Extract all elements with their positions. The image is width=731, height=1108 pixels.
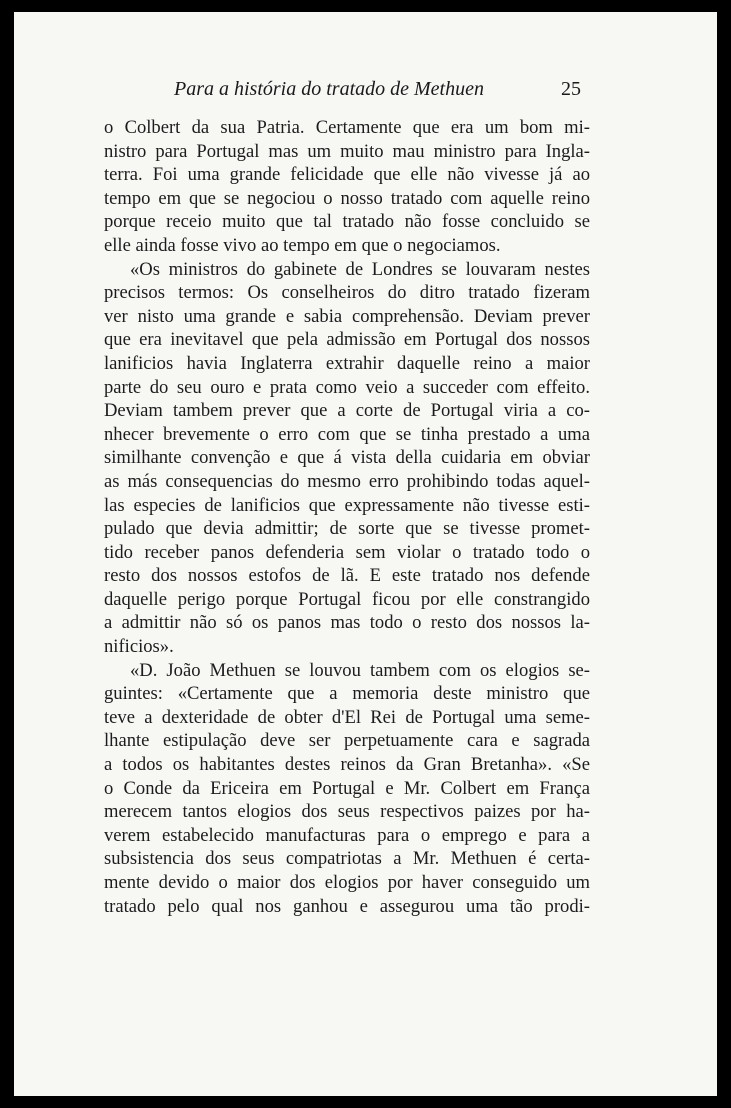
text-line: elle ainda fosse vivo ao tempo em que o negociamos. xyxy=(104,234,501,256)
text-line: terra. Foi uma grande felicidade que elle não vivesse já ao xyxy=(104,164,590,186)
page-header xyxy=(14,78,717,106)
text-line: as más consequencias do mesmo erro prohibindo todas aquel- xyxy=(104,470,590,492)
text-line: guintes: «Certamente que a memoria deste ministro que xyxy=(104,683,590,705)
text-line: similhante convenção e que á vista della cuidaria em obviar xyxy=(104,447,590,469)
book-page xyxy=(14,12,717,1096)
text-line: teve a dexteridade de obter d'El Rei de Portugal uma seme- xyxy=(104,706,590,728)
text-line: tido receber panos defenderia sem violar o tratado todo o xyxy=(104,541,590,563)
page-number: 25 xyxy=(561,78,581,100)
text-line: «D. João Methuen se louvou tambem com os elogios se- xyxy=(130,659,590,681)
text-line: nificios». xyxy=(104,636,174,658)
text-line: daquelle perigo porque Portugal ficou por elle constrangido xyxy=(104,588,590,610)
text-line: nhecer brevemente o erro com que se tinha prestado a uma xyxy=(104,423,590,445)
text-line: tempo em que se negociou o nosso tratado com aquelle reino xyxy=(104,187,590,209)
text-line: «Os ministros do gabinete de Londres se louvaram nestes xyxy=(130,258,590,280)
text-line: verem estabelecido manufacturas para o emprego e para a xyxy=(104,824,590,846)
text-line: o Conde da Ericeira em Portugal e Mr. Colbert em França xyxy=(104,777,590,799)
text-line: porque receio muito que tal tratado não fosse concluido se xyxy=(104,211,590,233)
text-line: a admittir não só os panos mas todo o resto dos nossos la- xyxy=(104,612,590,634)
text-line: parte do seu ouro e prata como veio a succeder com effeito. xyxy=(104,376,590,398)
text-line: las especies de lanificios que expressamente não tivesse esti- xyxy=(104,494,590,516)
text-line: o Colbert da sua Patria. Certamente que era um bom mi- xyxy=(104,117,590,138)
text-line: subsistencia dos seus compatriotas a Mr. Methuen é certa- xyxy=(104,848,590,870)
text-line: que era inevitavel que pela admissão em Portugal dos nossos xyxy=(104,329,590,351)
text-line: nistro para Portugal mas um muito mau ministro para Ingla- xyxy=(104,140,590,162)
text-line: Deviam tambem prever que a corte de Portugal viria a co- xyxy=(104,400,590,422)
text-line: pulado que devia admittir; de sorte que se tivesse promet- xyxy=(104,518,590,540)
text-line: merecem tantos elogios dos seus respectivos paizes por ha- xyxy=(104,801,590,823)
text-line: lanificios havia Inglaterra extrahir daquelle reino a maior xyxy=(104,352,590,374)
text-line: resto dos nossos estofos de lã. E este tratado nos defende xyxy=(104,565,590,587)
text-line: lhante estipulação deve ser perpetuamente cara e sagrada xyxy=(104,730,590,752)
text-line: precisos termos: Os conselheiros do ditro tratado fizeram xyxy=(104,282,590,304)
text-line: a todos os habitantes destes reinos da Gran Bretanha». «Se xyxy=(104,754,590,776)
text-line: ver nisto uma grande e sabia comprehensão. Deviam prever xyxy=(104,305,590,327)
running-title: Para a história do tratado de Methuen xyxy=(174,78,484,100)
body-text xyxy=(104,116,590,918)
text-line: tratado pelo qual nos ganhou e assegurou uma tão prodi- xyxy=(104,895,590,917)
text-line: mente devido o maior dos elogios por haver conseguido um xyxy=(104,872,590,893)
